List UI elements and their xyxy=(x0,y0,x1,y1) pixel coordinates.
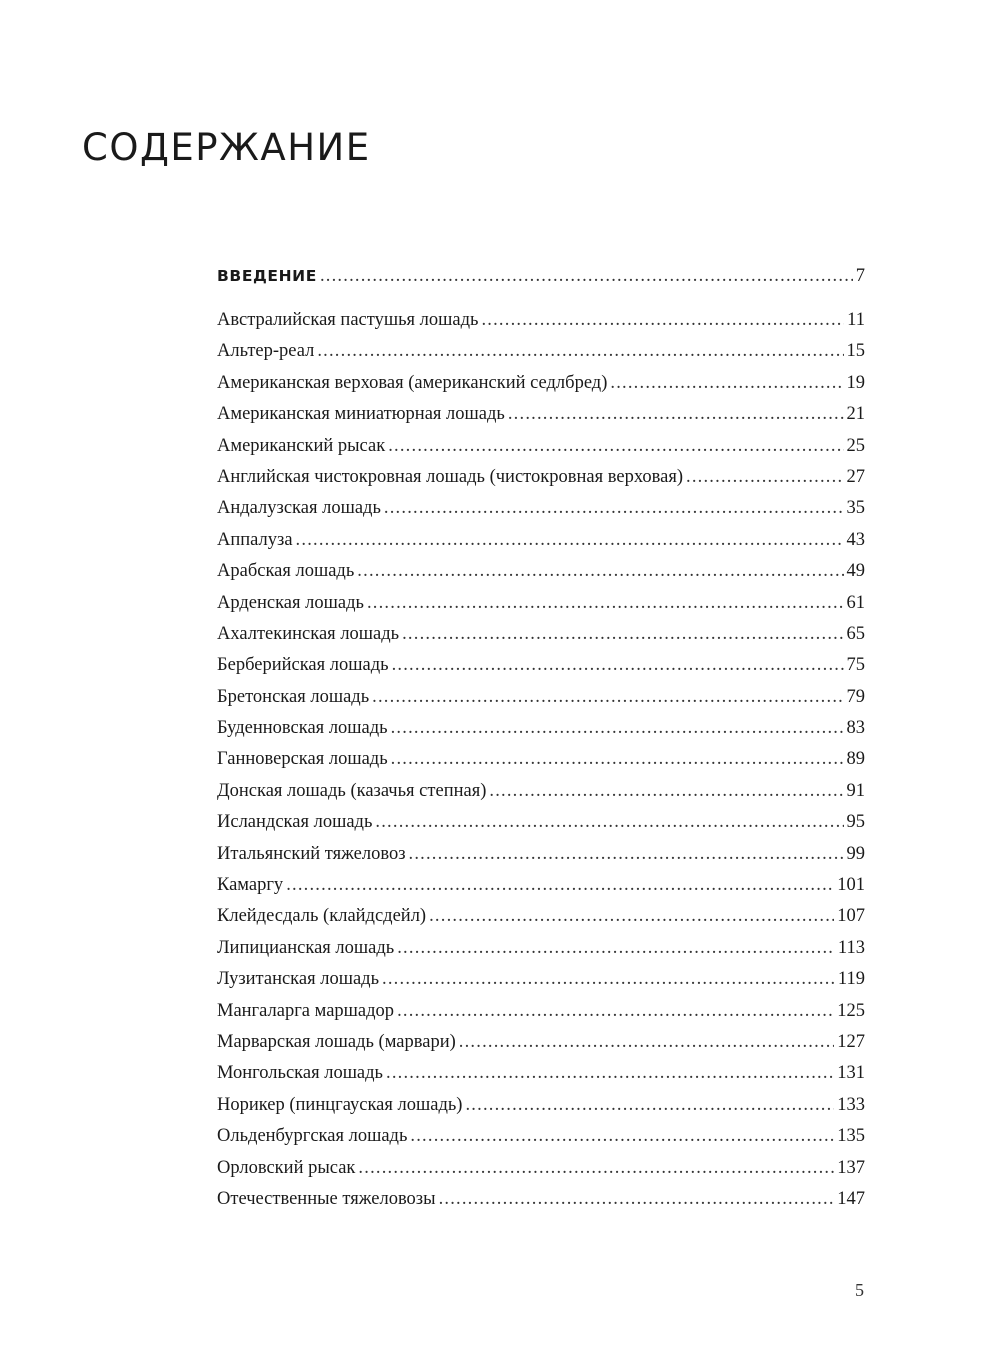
toc-entry-title: Ольденбургская лошадь xyxy=(217,1126,408,1147)
dot-leader xyxy=(409,844,844,865)
dot-leader xyxy=(384,498,844,519)
toc-entry xyxy=(217,1001,865,1032)
toc-entry-title: Донская лошадь (казачья степная) xyxy=(217,780,487,801)
toc-entry xyxy=(217,844,865,875)
dot-leader xyxy=(686,467,844,488)
toc-entry-title: Отечественные тяжеловозы xyxy=(217,1188,436,1209)
table-of-contents xyxy=(217,266,865,1220)
toc-entry-page: 21 xyxy=(846,404,865,425)
toc-entry-title: Андалузская лошадь xyxy=(217,498,381,519)
toc-entry-page: 7 xyxy=(855,266,865,286)
toc-entry-page: 135 xyxy=(837,1126,865,1147)
toc-entry-title: ВВЕДЕНИЕ xyxy=(217,267,317,285)
dot-leader xyxy=(610,373,843,394)
toc-entry xyxy=(217,624,865,655)
dot-leader xyxy=(391,718,844,739)
toc-entry-title: Камаргу xyxy=(217,875,284,896)
toc-entry-title: Берберийская лошадь xyxy=(217,655,389,676)
dot-leader xyxy=(429,906,834,927)
dot-leader xyxy=(392,655,844,676)
dot-leader xyxy=(320,266,853,287)
dot-leader xyxy=(481,310,844,331)
dot-leader xyxy=(382,969,835,990)
toc-entry-page: 101 xyxy=(837,875,865,896)
toc-entry xyxy=(217,655,865,686)
toc-entry-page: 137 xyxy=(837,1157,865,1178)
toc-entry-title: Ганноверская лошадь xyxy=(217,749,388,770)
toc-entry-title: Марварская лошадь (марвари) xyxy=(217,1031,456,1052)
toc-entry xyxy=(217,812,865,843)
toc-entry-title: Американский рысак xyxy=(217,435,386,456)
toc-entry-title: Аппалуза xyxy=(217,529,293,550)
toc-entry xyxy=(217,781,865,812)
toc-entry-title: Итальянский тяжеловоз xyxy=(217,843,406,864)
dot-leader xyxy=(317,341,843,362)
dot-leader xyxy=(375,812,843,833)
toc-entry-title: Монгольская лошадь xyxy=(217,1063,383,1084)
toc-entry xyxy=(217,1063,865,1094)
toc-entry xyxy=(217,373,865,404)
toc-entry xyxy=(217,341,865,372)
toc-entry-page: 19 xyxy=(846,372,865,393)
dot-leader xyxy=(397,938,835,959)
toc-entry-page: 91 xyxy=(846,780,865,801)
page-number: 5 xyxy=(855,1280,864,1300)
toc-entry xyxy=(217,467,865,498)
toc-entry-page: 99 xyxy=(846,843,865,864)
toc-entry xyxy=(217,498,865,529)
toc-entry xyxy=(217,906,865,937)
toc-entry-title: Английская чистокровная лошадь (чистокровная верховая) xyxy=(217,466,683,487)
toc-entry-title: Альтер-реал xyxy=(217,341,315,362)
toc-entry-page: 83 xyxy=(846,718,865,739)
toc-entry-title: Американская верховая (американский седлбред) xyxy=(217,372,608,393)
dot-leader xyxy=(465,1095,834,1116)
toc-entry xyxy=(217,530,865,561)
toc-entry xyxy=(217,718,865,749)
dot-leader xyxy=(388,436,843,457)
toc-entry-page: 79 xyxy=(846,686,865,707)
toc-entry-page: 95 xyxy=(846,812,865,833)
page-title: СОДЕРЖАНИЕ xyxy=(82,126,371,169)
toc-entry xyxy=(217,1189,865,1220)
toc-entry-title: Бретонская лошадь xyxy=(217,686,370,707)
toc-entry xyxy=(217,1126,865,1157)
toc-entry xyxy=(217,969,865,1000)
toc-entry-page: 65 xyxy=(846,623,865,644)
toc-entry-title: Исландская лошадь xyxy=(217,812,373,833)
toc-entry-page: 75 xyxy=(846,655,865,676)
dot-leader xyxy=(439,1189,835,1210)
toc-entry-page: 15 xyxy=(846,341,865,362)
toc-entry-title: Норикер (пинцгауская лошадь) xyxy=(217,1094,463,1115)
toc-entry-page: 113 xyxy=(837,937,865,958)
toc-entry-title: Мангаларга маршадор xyxy=(217,1000,395,1021)
toc-entry-page: 61 xyxy=(846,592,865,613)
toc-entry xyxy=(217,687,865,718)
toc-entry-title: Ахалтекинская лошадь xyxy=(217,623,400,644)
toc-entry-title: Арденская лошадь xyxy=(217,592,364,613)
toc-entry-title: Австралийская пастушья лошадь xyxy=(217,310,479,330)
toc-entry xyxy=(217,1032,865,1063)
toc-entry-page: 125 xyxy=(837,1000,865,1021)
toc-entry-page: 131 xyxy=(837,1063,865,1084)
toc-entry xyxy=(217,436,865,467)
toc-entry xyxy=(217,749,865,780)
toc-entry-page: 27 xyxy=(846,466,865,487)
dot-leader xyxy=(358,1158,834,1179)
toc-entry-page: 43 xyxy=(846,529,865,550)
toc-entry-page: 49 xyxy=(846,561,865,582)
toc-entry xyxy=(217,1095,865,1126)
dot-leader xyxy=(391,749,844,770)
toc-entry-title: Липицианская лошадь xyxy=(217,937,395,958)
toc-entry-page: 11 xyxy=(847,310,865,330)
toc-entry-introduction xyxy=(217,266,865,310)
dot-leader xyxy=(372,687,843,708)
dot-leader xyxy=(489,781,843,802)
dot-leader xyxy=(508,404,844,425)
toc-entry xyxy=(217,1158,865,1189)
toc-entry-page: 119 xyxy=(837,969,865,990)
toc-entry-page: 147 xyxy=(837,1188,865,1209)
dot-leader xyxy=(296,530,844,551)
toc-entry-page: 127 xyxy=(837,1031,865,1052)
dot-leader xyxy=(357,561,843,582)
toc-entry-title: Лузитанская лошадь xyxy=(217,969,380,990)
toc-entry-title: Арабская лошадь xyxy=(217,561,355,582)
dot-leader xyxy=(286,875,834,896)
toc-entry xyxy=(217,875,865,906)
dot-leader xyxy=(459,1032,834,1053)
toc-entry xyxy=(217,310,865,341)
toc-entry-title: Американская миниатюрная лошадь xyxy=(217,404,505,425)
dot-leader xyxy=(386,1063,834,1084)
toc-entry-title: Клейдесдаль (клайдсдейл) xyxy=(217,906,427,927)
toc-entry-page: 25 xyxy=(846,435,865,456)
toc-entry-page: 35 xyxy=(846,498,865,519)
toc-entry-title: Орловский рысак xyxy=(217,1157,356,1178)
toc-entry-title: Буденновская лошадь xyxy=(217,718,388,739)
toc-entry xyxy=(217,404,865,435)
dot-leader xyxy=(397,1001,834,1022)
dot-leader xyxy=(410,1126,834,1147)
toc-entry-page: 107 xyxy=(837,906,865,927)
toc-entry-page: 133 xyxy=(837,1094,865,1115)
toc-entry xyxy=(217,593,865,624)
toc-entry xyxy=(217,938,865,969)
toc-entry-page: 89 xyxy=(846,749,865,770)
dot-leader xyxy=(402,624,843,645)
dot-leader xyxy=(367,593,844,614)
toc-entry xyxy=(217,561,865,592)
